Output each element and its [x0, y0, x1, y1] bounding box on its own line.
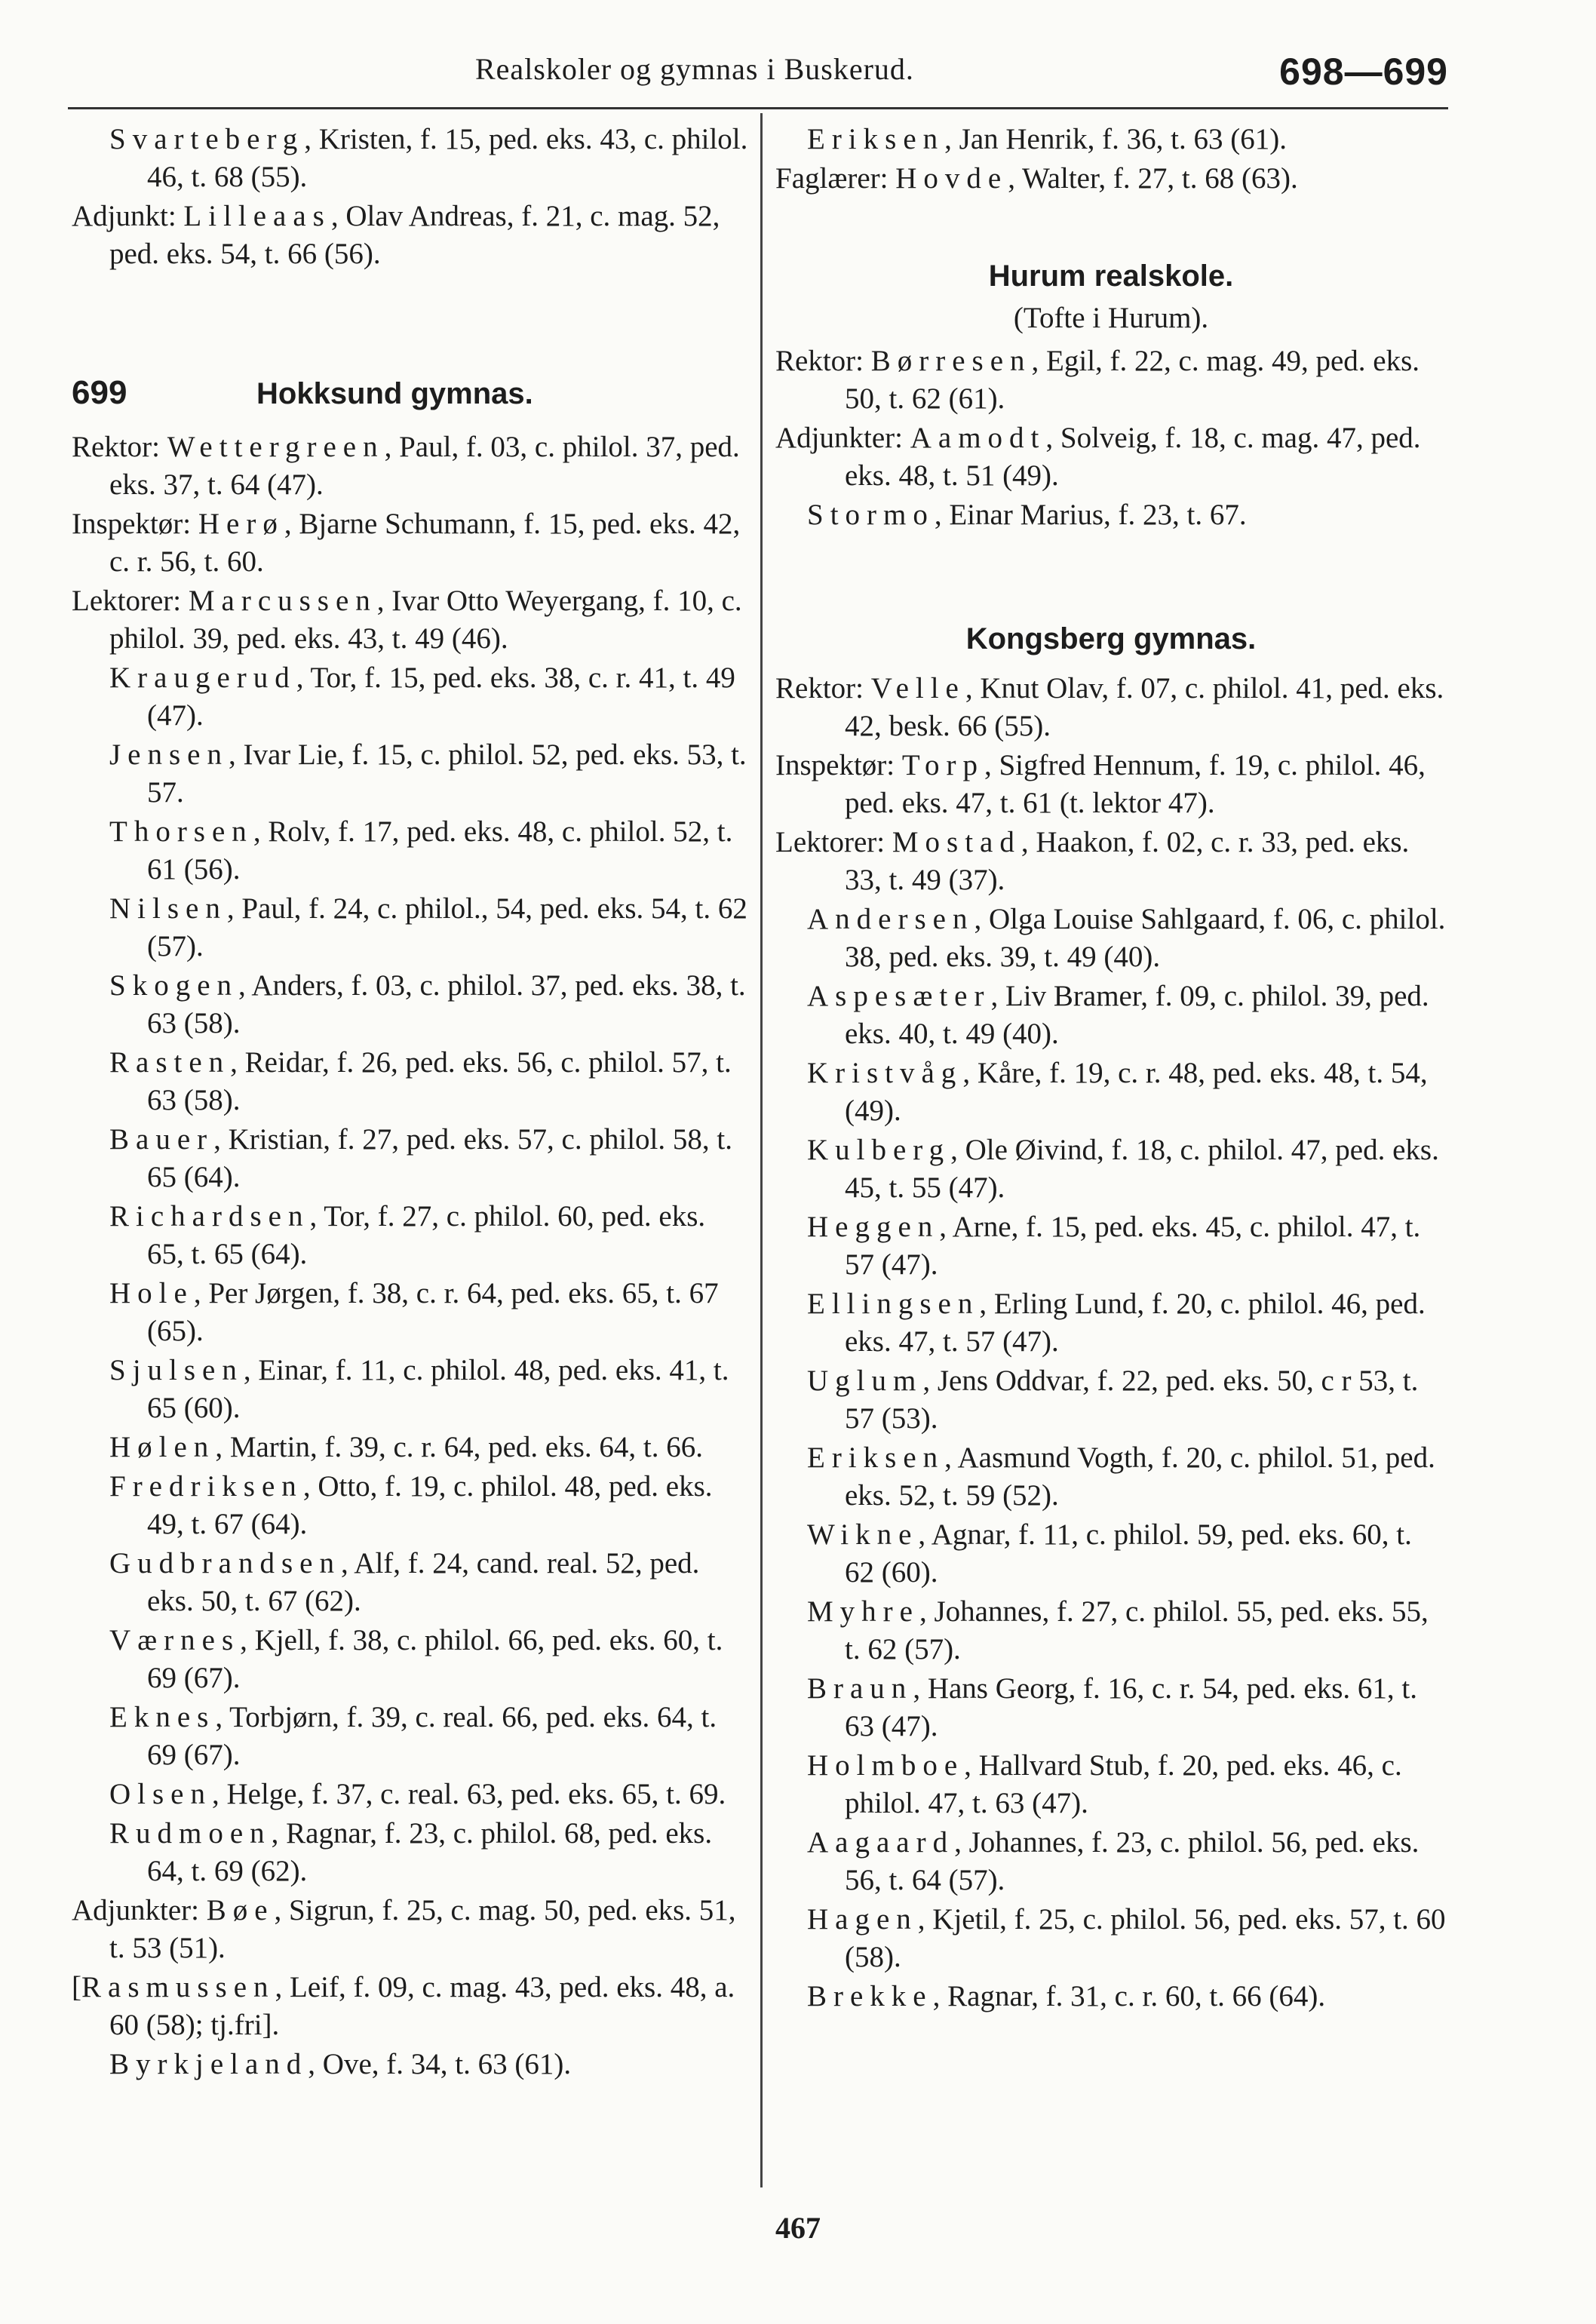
section-title-hurum: Hurum realskole.: [988, 259, 1234, 293]
entry-name: Gudbrandsen: [109, 1547, 341, 1580]
entry-label: Rektor:: [775, 672, 871, 705]
staff-entry: [72, 1892, 749, 1967]
staff-entry: [775, 160, 1447, 198]
staff-entry: [775, 121, 1447, 158]
entry-details: , Einar, f. 11, c. philol. 48, ped. eks. 41, t. 65 (60).: [147, 1354, 729, 1424]
entry-details: , Johannes, f. 23, c. philol. 56, ped. eks. 56, t. 64 (57).: [845, 1826, 1420, 1896]
staff-entry: [72, 121, 749, 196]
staff-entry: [775, 1824, 1447, 1899]
entry-details: , Rolv, f. 17, ped. eks. 48, c. philol. 52, t. 61 (56).: [147, 815, 733, 886]
entry-name: Andersen: [807, 903, 974, 935]
column-divider: [760, 113, 763, 2187]
entry-details: , Agnar, f. 11, c. philol. 59, ped. eks. 60, t. 62 (60).: [845, 1518, 1412, 1589]
staff-entry: [775, 1516, 1447, 1592]
staff-entry: [775, 342, 1447, 418]
staff-entry: [72, 659, 749, 735]
entry-details: , Tor, f. 15, ped. eks. 38, c. r. 41, t. 49 (47).: [147, 662, 735, 732]
staff-entry: [775, 824, 1447, 899]
entry-details: , Sigrun, f. 25, c. mag. 50, ped. eks. 51, t. 53 (51).: [109, 1894, 736, 1964]
entry-name: Torp: [901, 749, 984, 781]
entry-details: , Ove, f. 34, t. 63 (61).: [308, 2048, 572, 2080]
entry-details: , Jens Oddvar, f. 22, ped. eks. 50, c r 53, t. 57 (53).: [845, 1365, 1419, 1435]
entry-details: , Knut Olav, f. 07, c. philol. 41, ped. eks. 42, besk. 66 (55).: [845, 672, 1444, 742]
entry-name: Braun: [807, 1672, 913, 1705]
entry-name: Richardsen: [109, 1200, 310, 1233]
staff-entry: [72, 582, 749, 658]
staff-entry: [775, 1747, 1447, 1822]
entry-name: Sjulsen: [109, 1354, 244, 1386]
entry-name: Holmboe: [807, 1749, 965, 1782]
entry-label: Rektor:: [72, 431, 167, 463]
entry-details: , Ragnar, f. 23, c. philol. 68, ped. eks. 64, t. 69 (62).: [147, 1817, 713, 1887]
section-number: 699: [72, 374, 127, 411]
entry-name: Eriksen: [807, 123, 945, 155]
entry-name: Olsen: [109, 1778, 212, 1810]
entry-name: Heggen: [807, 1211, 940, 1243]
header-rule: [68, 107, 1448, 109]
entry-details: , Olga Louise Sahlgaard, f. 06, c. philol. 38, ped. eks. 39, t. 49 (40).: [845, 903, 1446, 973]
entry-label: Rektor:: [775, 345, 871, 377]
staff-entry: [775, 978, 1447, 1053]
entry-details: , Paul, f. 24, c. philol., 54, ped. eks. 54, t. 62 (57).: [147, 892, 747, 962]
entry-details: , Kåre, f. 19, c. r. 48, ped. eks. 48, t. 54, (49).: [845, 1057, 1428, 1127]
left-top-entries: [72, 121, 749, 273]
entry-details: , Ivar Lie, f. 15, c. philol. 52, ped. eks. 53, t. 57.: [147, 738, 747, 809]
entry-name: Lilleaas: [183, 200, 331, 232]
staff-entry: [775, 1208, 1447, 1284]
entry-name: Byrkjeland: [109, 2048, 308, 2080]
entry-label: Inspektør:: [775, 749, 902, 781]
entry-details: , Bjarne Schumann, f. 15, ped. eks. 42, c. r. 56, t. 60.: [109, 508, 741, 578]
entry-details: , Einar Marius, f. 23, t. 67.: [934, 499, 1247, 531]
staff-entry: [775, 1978, 1447, 2015]
entry-name: Rudmoen: [109, 1817, 272, 1850]
entry-details: , Per Jørgen, f. 38, c. r. 64, ped. eks. 65, t. 67 (65).: [147, 1277, 719, 1347]
entry-name: Brekke: [807, 1980, 933, 2012]
entry-name: Ellingsen: [807, 1288, 980, 1320]
staff-entry: [72, 1275, 749, 1350]
staff-entry: [72, 505, 749, 581]
entry-name: Hagen: [807, 1903, 918, 1936]
staff-entry: [72, 1699, 749, 1774]
staff-entry: [72, 1121, 749, 1196]
entry-details: , Aasmund Vogth, f. 20, c. philol. 51, ped. eks. 52, t. 59 (52).: [845, 1441, 1435, 1512]
entry-name: Kraugerud: [109, 662, 296, 694]
entry-name: Bøe: [206, 1894, 275, 1926]
entry-name: Børresen: [870, 345, 1032, 377]
right-top-entries: [775, 121, 1447, 198]
entry-details: , Haakon, f. 02, c. r. 33, ped. eks. 33, t. 49 (37).: [845, 826, 1410, 896]
staff-entry: [72, 813, 749, 889]
staff-entry: [775, 747, 1447, 822]
staff-entry: [72, 428, 749, 504]
entry-name: Bauer: [109, 1123, 214, 1156]
entry-name: Eriksen: [807, 1441, 945, 1474]
staff-entry: [72, 736, 749, 812]
staff-entry: [72, 1776, 749, 1813]
entry-label: Inspektør:: [72, 508, 198, 540]
entry-details: , Walter, f. 27, t. 68 (63).: [1008, 162, 1298, 195]
entry-name: Hole: [109, 1277, 194, 1309]
staff-entry: [72, 1969, 749, 2044]
entry-name: Herø: [198, 508, 284, 540]
section-title-kongsberg: Kongsberg gymnas.: [965, 622, 1257, 655]
entry-label: Lektorer:: [775, 826, 892, 858]
entry-name: Thorsen: [109, 815, 253, 848]
entry-name: Mostad: [892, 826, 1021, 858]
left-column: [72, 121, 749, 2085]
entry-name: Aamodt: [910, 422, 1046, 454]
entry-label: Adjunkt:: [72, 200, 184, 232]
entry-name: Rasmussen: [81, 1971, 275, 2003]
entry-details: , Egil, f. 22, c. mag. 49, ped. eks. 50, t. 62 (61).: [845, 345, 1420, 415]
staff-entry: [72, 1545, 749, 1620]
entry-details: , Reidar, f. 26, ped. eks. 56, c. philol. 57, t. 63 (58).: [147, 1046, 732, 1116]
entry-name: Wettergreen: [167, 431, 385, 463]
entry-details: , Leif, f. 09, c. mag. 43, ped. eks. 48, a. 60 (58); tj.fri].: [109, 1971, 735, 2041]
entry-label: Lektorer:: [72, 585, 189, 617]
staff-entry: [775, 1593, 1447, 1669]
entry-name: Marcussen: [188, 585, 377, 617]
entry-label: Adjunkter:: [775, 422, 910, 454]
entry-name: Svarteberg: [109, 123, 305, 155]
staff-entry: [72, 1468, 749, 1543]
staff-entry: [72, 1044, 749, 1119]
entry-name: Velle: [870, 672, 965, 705]
entry-details: , Anders, f. 03, c. philol. 37, ped. eks. 38, t. 63 (58).: [147, 969, 746, 1039]
staff-entry: [775, 496, 1447, 534]
entry-details: , Sigfred Hennum, f. 19, c. philol. 46, ped. eks. 47, t. 61 (t. lektor 47).: [845, 749, 1426, 819]
staff-entry: [72, 1815, 749, 1890]
kongsberg-entries: [775, 670, 1447, 2015]
staff-entry: [775, 1901, 1447, 1976]
entry-name: Stormo: [807, 499, 935, 531]
section-header-hokksund: [72, 373, 749, 418]
staff-entry: [775, 1670, 1447, 1745]
entry-details: , Torbjørn, f. 39, c. real. 66, ped. eks. 64, t. 69 (67).: [147, 1701, 717, 1771]
entry-name: Hølen: [109, 1431, 216, 1463]
section-title: Hokksund gymnas.: [256, 377, 533, 410]
entry-label: Adjunkter:: [72, 1894, 207, 1926]
staff-entry: [775, 1362, 1447, 1438]
staff-entry: [72, 1429, 749, 1466]
staff-entry: [775, 1055, 1447, 1130]
entry-name: Hovde: [895, 162, 1008, 195]
staff-entry: [775, 1131, 1447, 1207]
entry-details: , Erling Lund, f. 20, c. philol. 46, ped. eks. 47, t. 57 (47).: [845, 1288, 1426, 1358]
entry-details: , Tor, f. 27, c. philol. 60, ped. eks. 65, t. 65 (64).: [147, 1200, 706, 1270]
entry-details: , Ragnar, f. 31, c. r. 60, t. 66 (64).: [932, 1980, 1326, 2012]
entry-details: , Solveig, f. 18, c. mag. 47, ped. eks. 48, t. 51 (49).: [845, 422, 1421, 492]
entry-details: , Kristian, f. 27, ped. eks. 57, c. philol. 58, t. 65 (64).: [147, 1123, 732, 1193]
entry-label: [: [72, 1971, 81, 2003]
entry-details: , Ivar Otto Weyergang, f. 10, c. philol. 39, ped. eks. 43, t. 49 (46).: [109, 585, 742, 655]
entry-details: , Ole Øivind, f. 18, c. philol. 47, ped. eks. 45, t. 55 (47).: [845, 1134, 1439, 1204]
staff-entry: [72, 1622, 749, 1697]
hurum-entries: [775, 342, 1447, 534]
page-range: 698—699: [1279, 51, 1448, 93]
entry-details: , Olav Andreas, f. 21, c. mag. 52, ped. eks. 54, t. 66 (56).: [109, 200, 720, 270]
page-header: [68, 44, 1448, 104]
running-title: Realskoler og gymnas i Buskerud.: [475, 52, 914, 86]
entry-name: Fredriksen: [109, 1470, 303, 1503]
entry-details: , Johannes, f. 27, c. philol. 55, ped. eks. 55, t. 62 (57).: [845, 1595, 1429, 1665]
entry-name: Kulberg: [807, 1134, 951, 1166]
right-column: [775, 121, 1447, 2017]
entry-name: Aspesæter: [807, 980, 991, 1012]
spacer: [775, 536, 1447, 622]
staff-entry: [72, 198, 749, 273]
entry-label: Faglærer:: [775, 162, 896, 195]
entry-details: , Hans Georg, f. 16, c. r. 54, ped. eks. 61, t. 63 (47).: [845, 1672, 1417, 1742]
section-subtitle-hurum: (Tofte i Hurum).: [1013, 302, 1209, 334]
entry-name: Skogen: [109, 969, 238, 1002]
staff-entry: [775, 670, 1447, 745]
spacer: [775, 199, 1447, 259]
staff-entry: [72, 1198, 749, 1273]
entry-details: , Arne, f. 15, ped. eks. 45, c. philol. 47, t. 57 (47).: [845, 1211, 1421, 1281]
entry-name: Wikne: [807, 1518, 919, 1551]
page-number: 467: [775, 2211, 821, 2245]
entry-details: , Otto, f. 19, c. philol. 48, ped. eks. 49, t. 67 (64).: [147, 1470, 713, 1540]
staff-entry: [775, 901, 1447, 976]
entry-name: Kristvåg: [807, 1057, 963, 1089]
staff-entry: [72, 2046, 749, 2083]
staff-entry: [72, 890, 749, 966]
entry-details: , Kjetil, f. 25, c. philol. 56, ped. eks. 57, t. 60 (58).: [845, 1903, 1446, 1973]
entry-name: Nilsen: [109, 892, 227, 925]
staff-entry: [775, 1439, 1447, 1515]
entry-name: Myhre: [807, 1595, 919, 1628]
entry-details: , Helge, f. 37, c. real. 63, ped. eks. 65, t. 69.: [212, 1778, 726, 1810]
entry-name: Jensen: [109, 738, 229, 771]
spacer: [72, 275, 749, 373]
staff-entry: [72, 1352, 749, 1427]
entry-details: , Alf, f. 24, cand. real. 52, ped. eks. 50, t. 67 (62).: [147, 1547, 700, 1617]
entry-details: , Hallvard Stub, f. 20, ped. eks. 46, c. philol. 47, t. 63 (47).: [845, 1749, 1402, 1819]
entry-details: , Jan Henrik, f. 36, t. 63 (61).: [944, 123, 1287, 155]
entry-name: Aagaard: [807, 1826, 955, 1859]
entry-name: Eknes: [109, 1701, 216, 1733]
entry-name: Rasten: [109, 1046, 231, 1079]
left-entries: [72, 428, 749, 2083]
entry-name: Uglum: [807, 1365, 923, 1397]
entry-details: , Kjell, f. 38, c. philol. 66, ped. eks. 60, t. 69 (67).: [147, 1624, 723, 1694]
entry-details: , Kristen, f. 15, ped. eks. 43, c. philol. 46, t. 68 (55).: [147, 123, 748, 193]
staff-entry: [775, 419, 1447, 495]
entry-details: , Liv Bramer, f. 09, c. philol. 39, ped. eks. 40, t. 49 (40).: [845, 980, 1429, 1050]
staff-entry: [775, 1285, 1447, 1361]
entry-name: Værnes: [109, 1624, 241, 1656]
staff-entry: [72, 967, 749, 1042]
entry-details: , Martin, f. 39, c. r. 64, ped. eks. 64, t. 66.: [215, 1431, 703, 1463]
entry-details: , Paul, f. 03, c. philol. 37, ped. eks. 37, t. 64 (47).: [109, 431, 740, 501]
